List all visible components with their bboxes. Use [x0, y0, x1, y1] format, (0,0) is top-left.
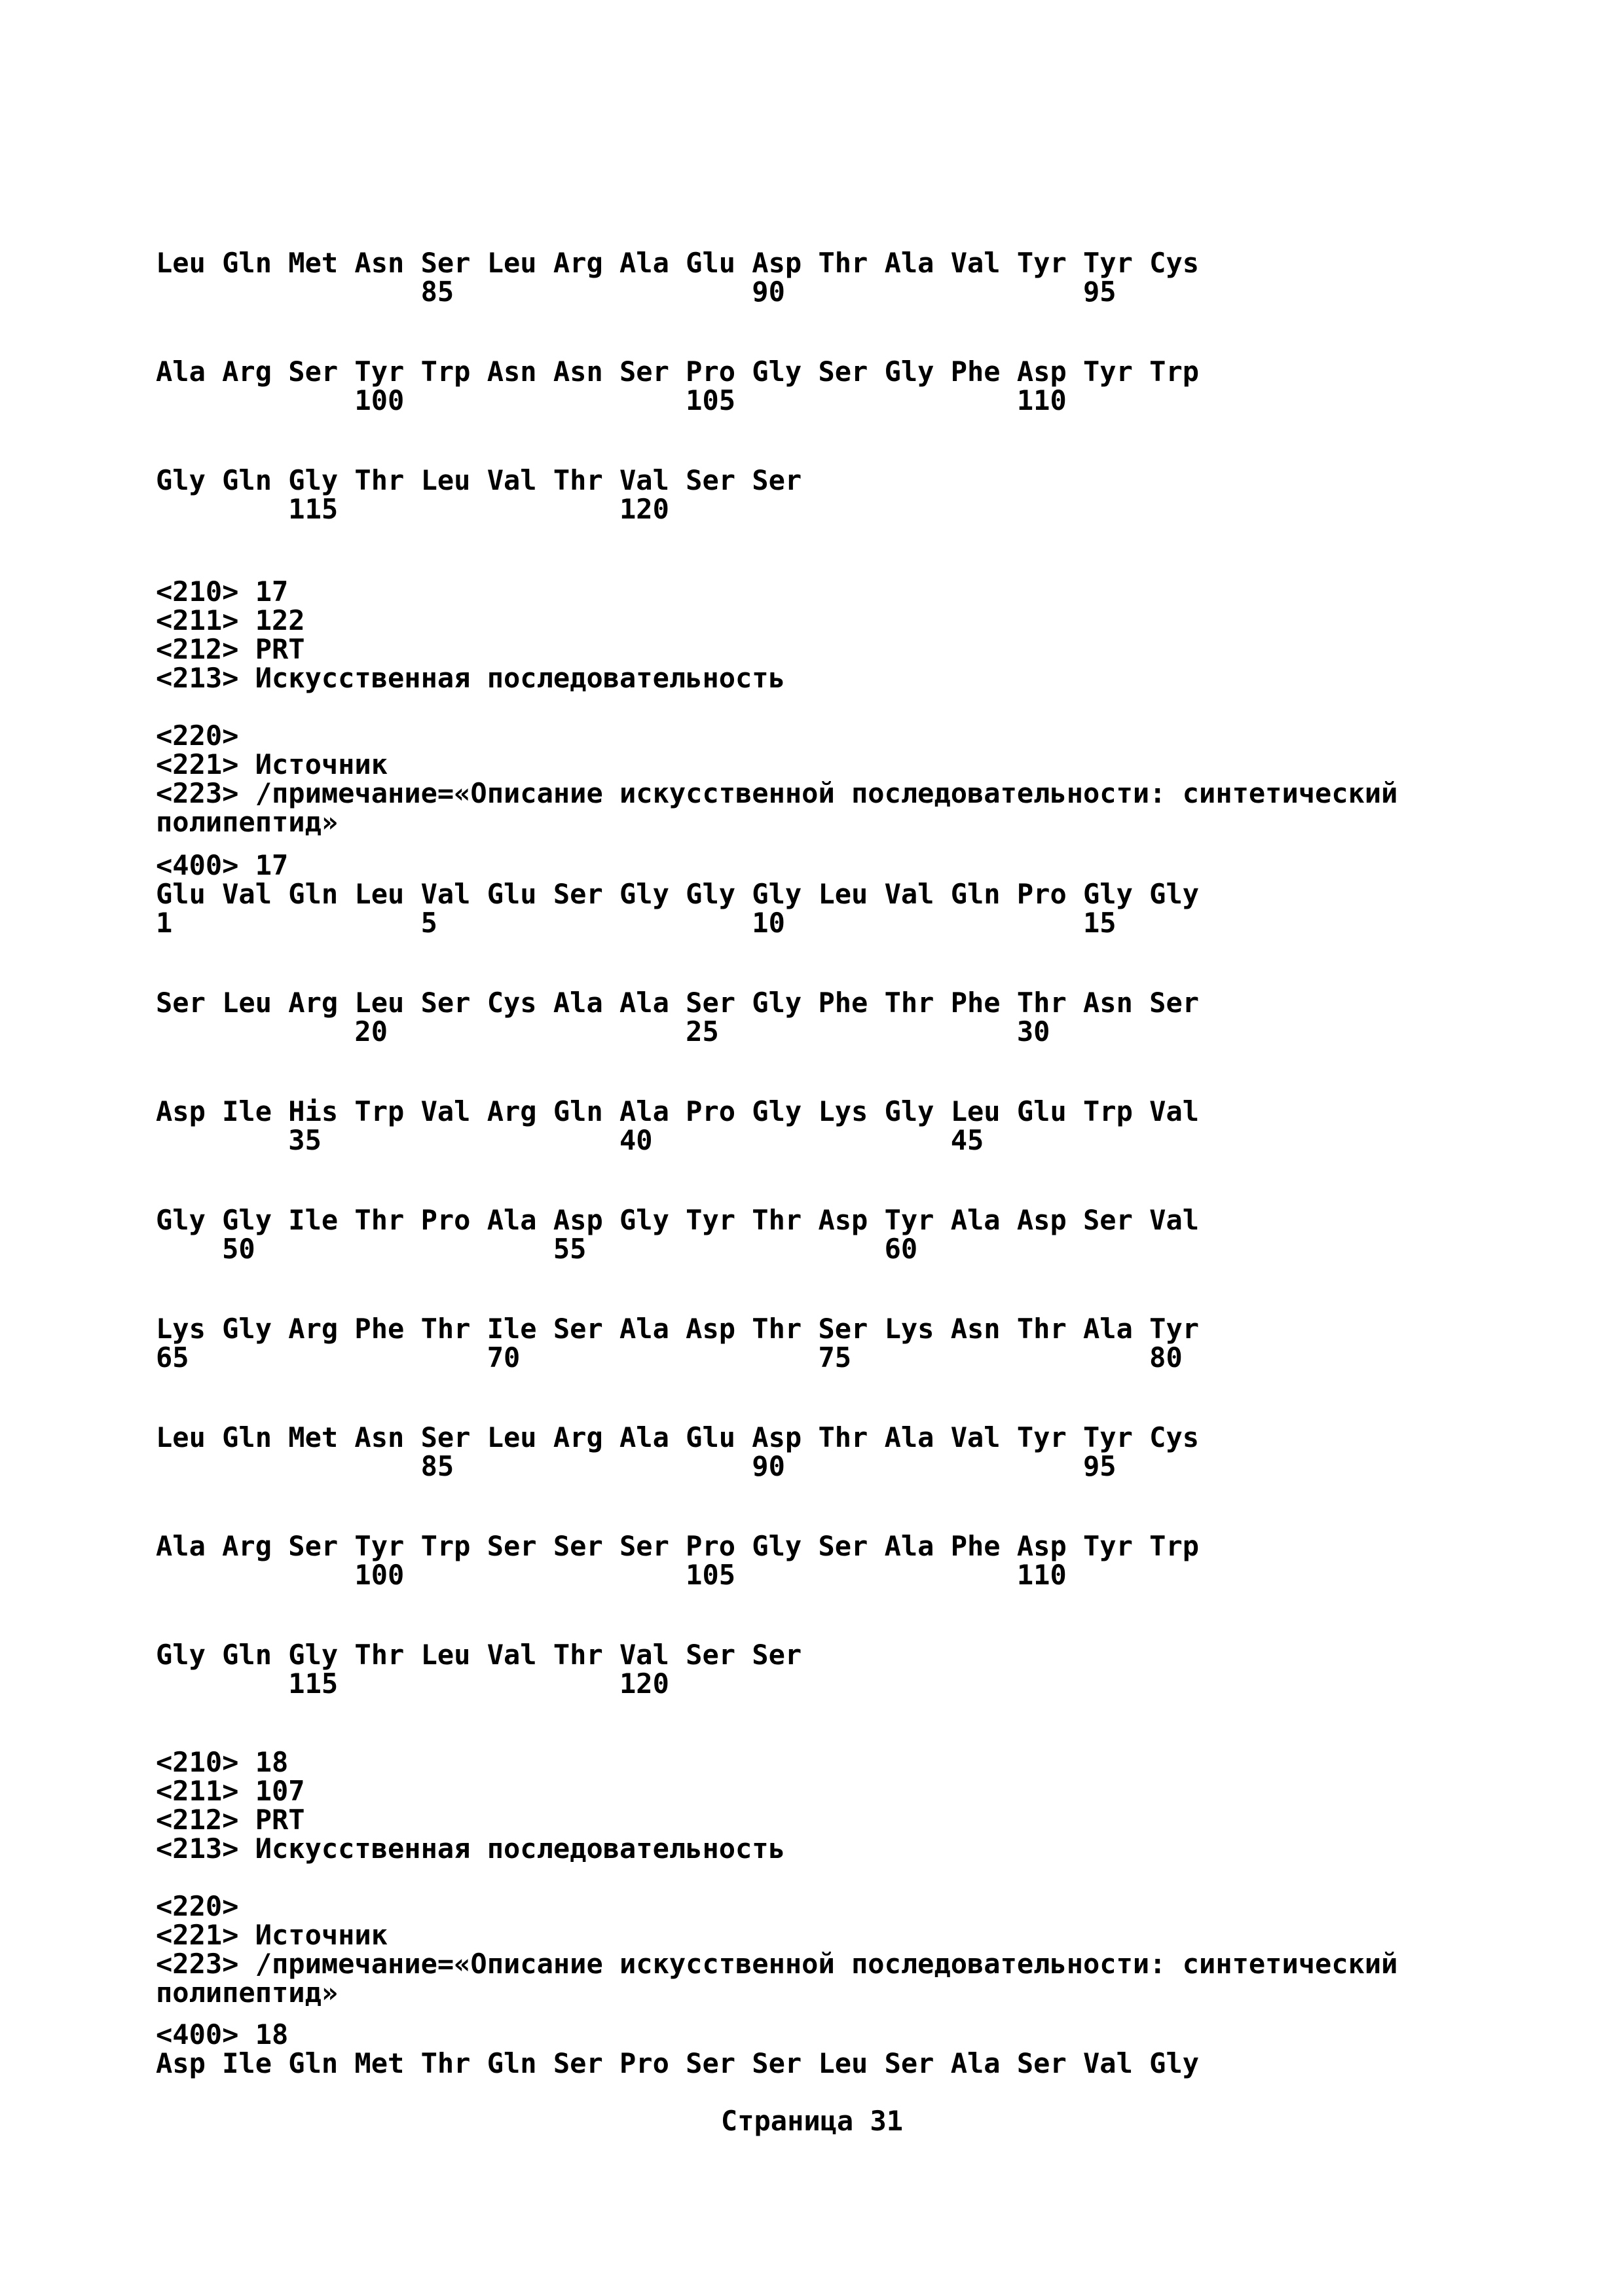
seq18-header	[156, 1748, 785, 1863]
numbering-line: 115 120	[156, 493, 669, 525]
tag-211: <211> 122	[156, 604, 305, 636]
tag-223-wrap: полипептид»	[156, 1977, 339, 2009]
tag-220: <220>	[156, 1890, 239, 1922]
tag-213: <213> Искусственная последовательность	[156, 1832, 785, 1865]
numbering-line: 20 25 30	[156, 1015, 1050, 1048]
seq17-400	[156, 851, 1199, 938]
tag-210: <210> 17	[156, 575, 289, 608]
sequence-line: Ser Leu Arg Leu Ser Cys Ala Ala Ser Gly Phe Thr Phe Thr Asn Ser	[156, 987, 1200, 1019]
sequence-line: Asp Ile His Trp Val Arg Gln Ala Pro Gly Lys Gly Leu Glu Trp Val	[156, 1095, 1200, 1127]
numbering-line: 85 90 95	[156, 1450, 1116, 1482]
sequence-line: Ala Arg Ser Tyr Trp Asn Asn Ser Pro Gly Ser Gly Phe Asp Tyr Trp	[156, 355, 1200, 388]
tag-211: <211> 107	[156, 1775, 305, 1807]
numbering-line: 50 55 60	[156, 1233, 918, 1265]
numbering-line: 100 105 110	[156, 384, 1067, 416]
seq17-source	[156, 721, 1397, 837]
tag-223-wrap: полипептид»	[156, 806, 339, 838]
seq16-row-115-120	[156, 466, 802, 524]
seq17-row-65-80	[156, 1315, 1199, 1372]
seq16-row-100-110	[156, 357, 1199, 415]
numbering-line: 115 120	[156, 1667, 669, 1700]
seq17-header	[156, 577, 785, 693]
sequence-line: Leu Gln Met Asn Ser Leu Arg Ala Glu Asp Thr Ala Val Tyr Tyr Cys	[156, 1421, 1200, 1453]
seq16-row-85-95	[156, 249, 1199, 306]
tag-223: <223> /примечание=«Описание искусственной последовательности: синтетический	[156, 777, 1398, 809]
seq18-source	[156, 1892, 1397, 2007]
seq17-row-20-30	[156, 989, 1199, 1046]
seq17-row-35-45	[156, 1097, 1199, 1155]
numbering-line: 100 105 110	[156, 1559, 1067, 1591]
tag-212: <212> PRT	[156, 633, 305, 665]
tag-221: <221> Источник	[156, 748, 388, 780]
numbering-line: 35 40 45	[156, 1124, 984, 1156]
sequence-line: Leu Gln Met Asn Ser Leu Arg Ala Glu Asp Thr Ala Val Tyr Tyr Cys	[156, 247, 1200, 279]
sequence-line: Ala Arg Ser Tyr Trp Ser Ser Ser Pro Gly Ser Ala Phe Asp Tyr Trp	[156, 1530, 1200, 1562]
tag-212: <212> PRT	[156, 1804, 305, 1836]
seq17-row-115-120	[156, 1641, 802, 1698]
tag-400: <400> 18	[156, 2018, 289, 2050]
tag-221: <221> Источник	[156, 1919, 388, 1951]
numbering-line: 85 90 95	[156, 276, 1116, 308]
page-footer	[0, 2082, 1624, 2160]
seq17-row-100-110	[156, 1532, 1199, 1590]
tag-210: <210> 18	[156, 1746, 289, 1778]
tag-223: <223> /примечание=«Описание искусственной последовательности: синтетический	[156, 1948, 1398, 1980]
tag-220: <220>	[156, 720, 239, 752]
seq17-row-85-95	[156, 1423, 1199, 1481]
numbering-line: 1 5 10 15	[156, 907, 1116, 939]
sequence-line: Gly Gln Gly Thr Leu Val Thr Val Ser Ser	[156, 464, 802, 496]
tag-400: <400> 17	[156, 849, 289, 881]
sequence-line: Asp Ile Gln Met Thr Gln Ser Pro Ser Ser Leu Ser Ala Ser Val Gly	[156, 2047, 1200, 2079]
sequence-line: Lys Gly Arg Phe Thr Ile Ser Ala Asp Thr Ser Lys Asn Thr Ala Tyr	[156, 1313, 1200, 1345]
seq18-400	[156, 2020, 1199, 2078]
numbering-line: 65 70 75 80	[156, 1341, 1183, 1374]
sequence-line: Gly Gly Ile Thr Pro Ala Asp Gly Tyr Thr Asp Tyr Ala Asp Ser Val	[156, 1204, 1200, 1236]
sequence-line: Glu Val Gln Leu Val Glu Ser Gly Gly Gly Leu Val Gln Pro Gly Gly	[156, 878, 1200, 910]
seq17-row-50-60	[156, 1206, 1199, 1264]
page-number: Страница 31	[720, 2105, 904, 2137]
tag-213: <213> Искусственная последовательность	[156, 662, 785, 694]
sequence-line: Gly Gln Gly Thr Leu Val Thr Val Ser Ser	[156, 1639, 802, 1671]
